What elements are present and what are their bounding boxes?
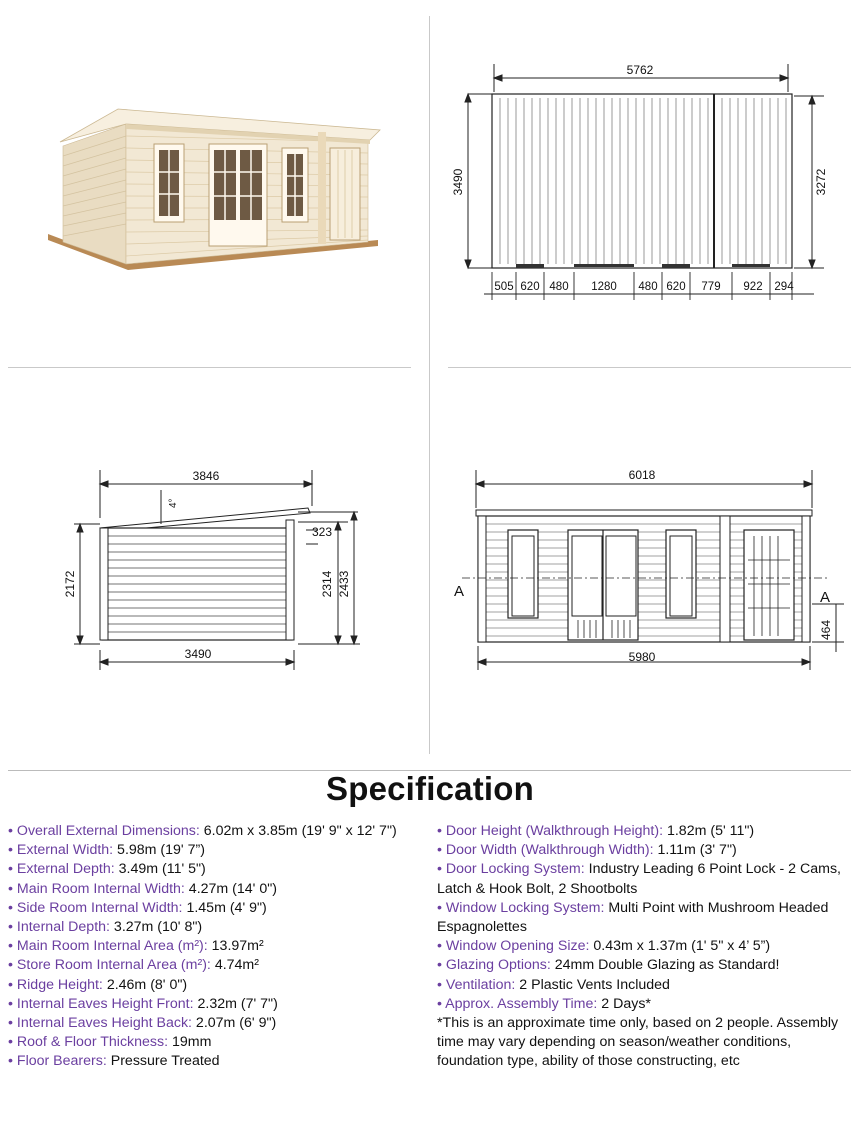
spec-label: • Floor Bearers: <box>8 1053 107 1070</box>
spec-item <box>8 880 413 899</box>
front-elevation-svg <box>432 378 852 756</box>
plan-seg-4: 1280 <box>591 281 617 293</box>
spec-value: 2 Plastic Vents Included <box>515 976 670 993</box>
side-eaves-offset: 323 <box>311 525 333 539</box>
spec-label: • Glazing Options: <box>437 957 551 974</box>
spec-label: • External Depth: <box>8 861 115 878</box>
plan-width-label: 5762 <box>626 63 654 77</box>
spec-item <box>8 841 413 860</box>
spec-item <box>8 956 413 975</box>
spec-item <box>8 1052 413 1071</box>
spec-value: 1.11m (3' 7") <box>653 842 737 859</box>
spec-label: • Internal Depth: <box>8 919 110 936</box>
spec-label: • Approx. Assembly Time: <box>437 995 598 1012</box>
spec-label: • Internal Eaves Height Back: <box>8 1015 192 1032</box>
spec-value: 2.07m (6' 9") <box>191 1015 277 1032</box>
divider-top-left <box>8 367 411 368</box>
spec-item <box>437 860 851 898</box>
spec-value: 13.97m² <box>207 938 264 955</box>
spec-title: Specification <box>326 770 534 807</box>
spec-item <box>437 956 851 975</box>
side-bottom-width: 3490 <box>184 647 212 661</box>
spec-item <box>437 841 851 860</box>
front-bottom-width: 5980 <box>628 650 656 664</box>
side-elevation-drawing <box>8 378 420 756</box>
spec-item <box>437 995 851 1014</box>
side-left-height: 2172 <box>63 570 77 598</box>
spec-item <box>437 937 851 956</box>
spec-label: • Window Locking System: <box>437 899 605 916</box>
spec-item <box>8 1033 413 1052</box>
assembly-note: *This is an approximate time only, based on 2 people. Assembly time may vary depending on season/weather conditions, foundation type, ability of those constructing, etc <box>437 1015 839 1070</box>
log-cabin-illustration <box>8 14 420 366</box>
product-render <box>8 14 420 366</box>
spec-value: 2 Days* <box>597 995 651 1012</box>
front-floor-height: 464 <box>819 619 833 641</box>
spec-list-left <box>8 822 413 1072</box>
front-elevation-drawing <box>432 378 852 756</box>
side-roof-pitch: 4° <box>168 498 179 508</box>
spec-value: 0.43m x 1.37m (1' 5" x 4’ 5”) <box>589 938 771 955</box>
spec-label: • Overall External Dimensions: <box>8 823 200 839</box>
spec-label: • Store Room Internal Area (m²): <box>8 957 211 974</box>
spec-item <box>8 899 413 918</box>
spec-label: • Main Room Internal Width: <box>8 880 185 897</box>
spec-value: Industry Leading 6 Point Lock - 2 Cams, Latch & Hook Bolt, 2 Shootbolts <box>437 861 841 897</box>
spec-item <box>8 937 413 956</box>
spec-item <box>437 899 851 937</box>
plan-seg-9: 294 <box>774 281 794 293</box>
spec-item <box>437 976 851 995</box>
spec-value: 1.45m (4' 9") <box>182 899 267 916</box>
spec-label: • Ventilation: <box>437 976 516 993</box>
side-top-width: 3846 <box>192 469 220 483</box>
side-outer-height: 2433 <box>337 570 351 598</box>
spec-value: 24mm Double Glazing as Standard! <box>550 957 780 974</box>
spec-label: • Internal Eaves Height Front: <box>8 995 194 1012</box>
plan-seg-6: 620 <box>666 281 686 293</box>
plan-seg-2: 620 <box>520 281 540 293</box>
side-elevation-svg <box>8 378 420 756</box>
spec-value: 4.74m² <box>210 957 259 974</box>
plan-seg-7: 779 <box>701 281 721 293</box>
spec-label: • Window Opening Size: <box>437 938 590 955</box>
plan-seg-3: 480 <box>549 281 569 293</box>
plan-seg-5: 480 <box>638 281 658 293</box>
section-marker-left: A <box>454 583 465 600</box>
spec-value: 6.02m x 3.85m (19' 9" x 12' 7") <box>199 823 397 839</box>
front-top-width: 6018 <box>628 468 656 482</box>
spec-value: 5.98m (19' 7”) <box>113 842 205 859</box>
spec-item <box>8 1014 413 1033</box>
spec-label: • Door Width (Walkthrough Width): <box>437 842 654 859</box>
spec-label: • Roof & Floor Thickness: <box>8 1034 169 1051</box>
plan-seg-1: 505 <box>494 281 514 293</box>
spec-value: 19mm <box>168 1034 212 1051</box>
divider-vertical <box>429 16 430 754</box>
spec-label: • Main Room Internal Area (m²): <box>8 938 208 955</box>
spec-value: 1.82m (5' 11") <box>663 823 755 839</box>
spec-item <box>437 822 851 841</box>
plan-height-right: 3272 <box>814 168 828 196</box>
spec-value: Multi Point with Mushroom Headed Espagnolettes <box>437 899 829 936</box>
spec-value: 3.27m (10' 8") <box>109 919 203 936</box>
spec-value: 2.32m (7' 7") <box>193 995 278 1012</box>
spec-list-right <box>437 822 851 1072</box>
divider-top-right <box>448 367 851 368</box>
plan-height-left: 3490 <box>451 168 465 196</box>
spec-label: • Ridge Height: <box>8 976 103 993</box>
spec-label: • External Width: <box>8 842 114 859</box>
spec-label: • Door Locking System: <box>437 861 585 878</box>
spec-item <box>8 822 413 841</box>
side-inner-height: 2314 <box>320 570 334 598</box>
section-marker-right: A <box>820 589 831 606</box>
plan-seg-8: 922 <box>743 281 763 293</box>
spec-label: • Door Height (Walkthrough Height): <box>437 823 664 839</box>
spec-item <box>8 918 413 937</box>
floor-plan-svg <box>432 14 852 366</box>
floor-plan-drawing <box>432 14 852 366</box>
spec-item <box>8 976 413 995</box>
spec-item <box>8 995 413 1014</box>
spec-item <box>8 860 413 879</box>
spec-value: 3.49m (11' 5") <box>114 861 206 878</box>
spec-value: 4.27m (14' 0") <box>184 880 277 897</box>
spec-value: Pressure Treated <box>106 1053 220 1070</box>
spec-label: • Side Room Internal Width: <box>8 899 183 916</box>
spec-value: 2.46m (8' 0") <box>102 976 188 993</box>
